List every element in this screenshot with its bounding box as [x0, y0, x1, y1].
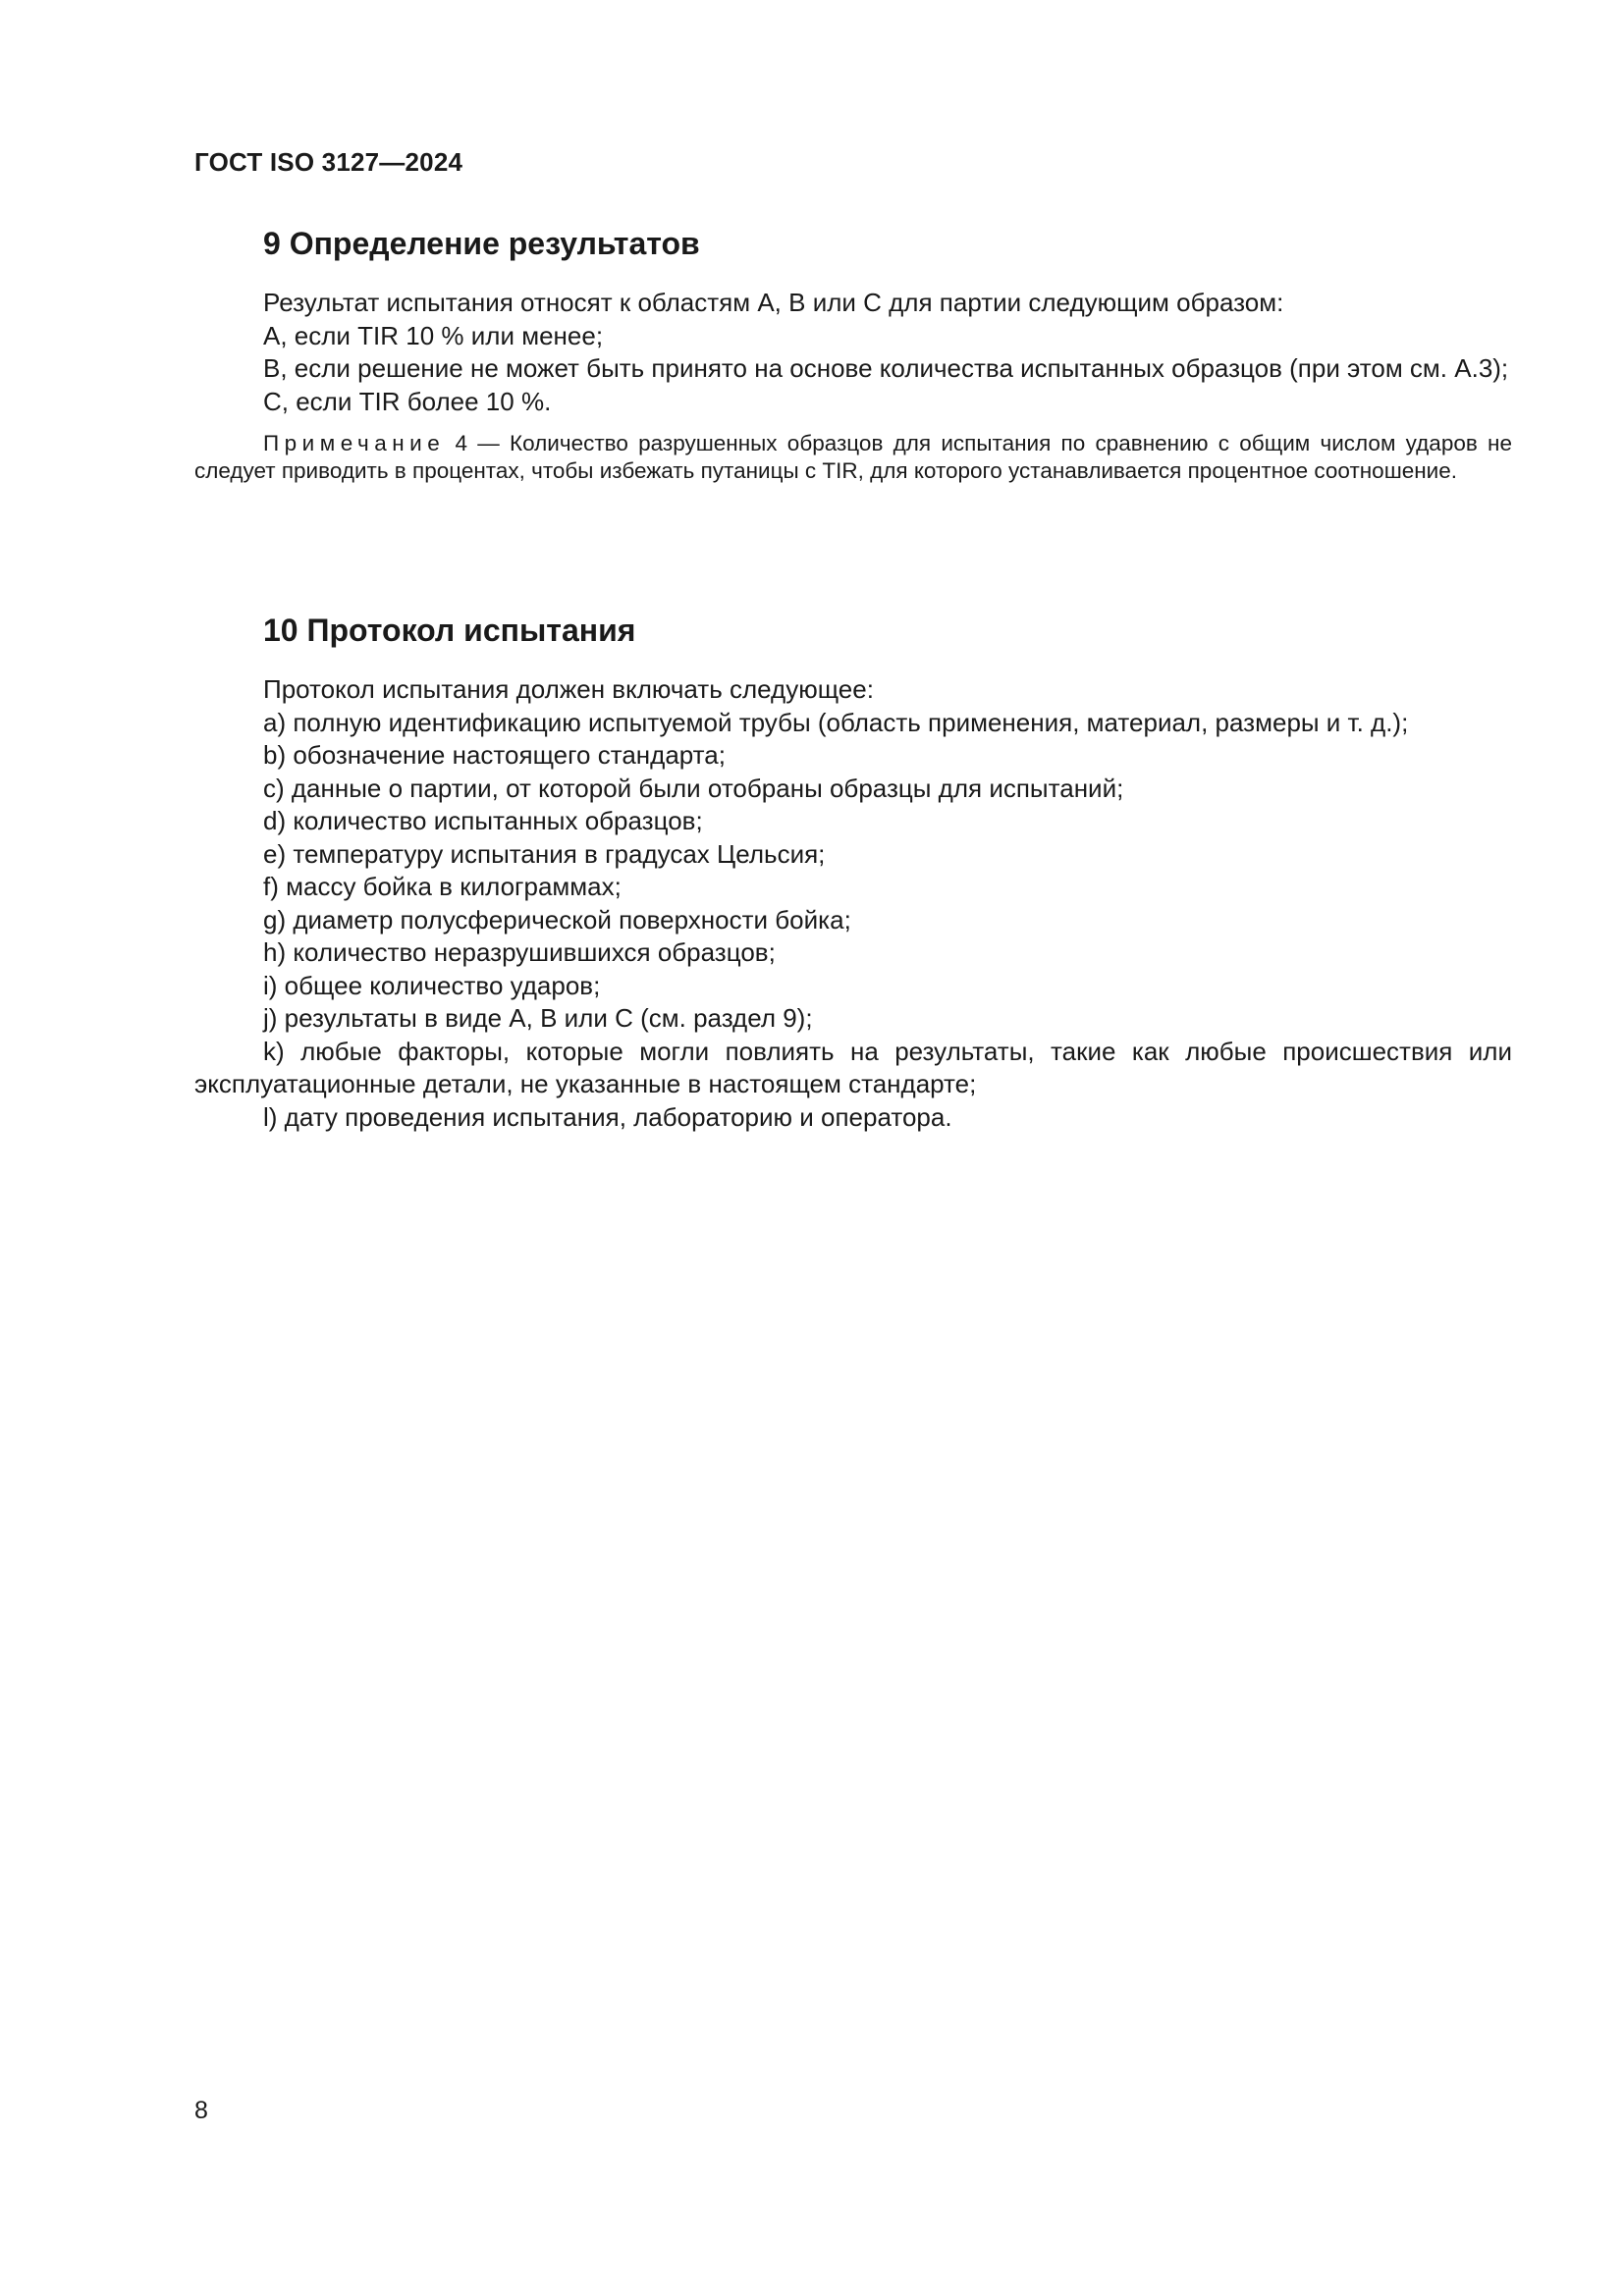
section-10-body — [194, 673, 1512, 1134]
section-10-item: b) обозначение настоящего стандарта; — [263, 740, 726, 770]
section-10-item: i) общее количество ударов; — [263, 970, 601, 1000]
section-10-item: c) данные о партии, от которой были отобраны образцы для испытаний; — [263, 773, 1124, 803]
section-10-item: l) дату проведения испытания, лабораторию и оператора. — [263, 1101, 952, 1132]
note-label: Примечание — [263, 431, 446, 455]
section-9-body — [194, 287, 1512, 418]
section-10-item: e) температуру испытания в градусах Цельсия; — [263, 838, 826, 869]
section-9-intro: Результат испытания относят к областям А, В или С для партии следующим образом: — [263, 288, 1284, 317]
section-10 — [194, 611, 1512, 1134]
section-10-item: d) количество испытанных образцов; — [263, 806, 703, 835]
section-9-item: В, если решение не может быть принято на основе количества испытанных образцов (при этом см. А.3); — [263, 353, 1509, 383]
section-10-item: k) любые факторы, которые могли повлиять на результаты, такие как любые происшествия или эксплуатационные детали, не указанные в настоящем стандарте; — [194, 1036, 1512, 1098]
section-10-item: a) полную идентификацию испытуемой трубы (область применения, материал, размеры и т. д.); — [263, 707, 1409, 737]
section-10-item: f) массу бойка в килограммах; — [263, 872, 622, 901]
section-10-intro: Протокол испытания должен включать следующее: — [263, 674, 874, 704]
section-9-note — [194, 430, 1512, 484]
section-9-item: С, если TIR более 10 %. — [263, 386, 552, 416]
document-header: ГОСТ ISO 3127—2024 — [194, 147, 463, 177]
section-9-item: А, если TIR 10 % или менее; — [263, 320, 604, 350]
section-10-item: j) результаты в виде А, В или С (см. раздел 9); — [263, 1003, 813, 1033]
note-text: 4 — Количество разрушенных образцов для испытания по сравнению с общим числом ударов не следует приводить в процентах, чтобы избежать путаницы с TIR, для которого устанавливается процентное соотношение. — [194, 431, 1512, 483]
section-10-item: h) количество неразрушившихся образцов; — [263, 937, 776, 967]
section-10-heading: 10 Протокол испытания — [263, 613, 636, 648]
section-10-item: g) диаметр полусферической поверхности бойка; — [263, 904, 851, 934]
section-9-heading: 9 Определение результатов — [263, 226, 700, 261]
page-number: 8 — [194, 2097, 208, 2124]
section-9 — [194, 224, 1512, 484]
